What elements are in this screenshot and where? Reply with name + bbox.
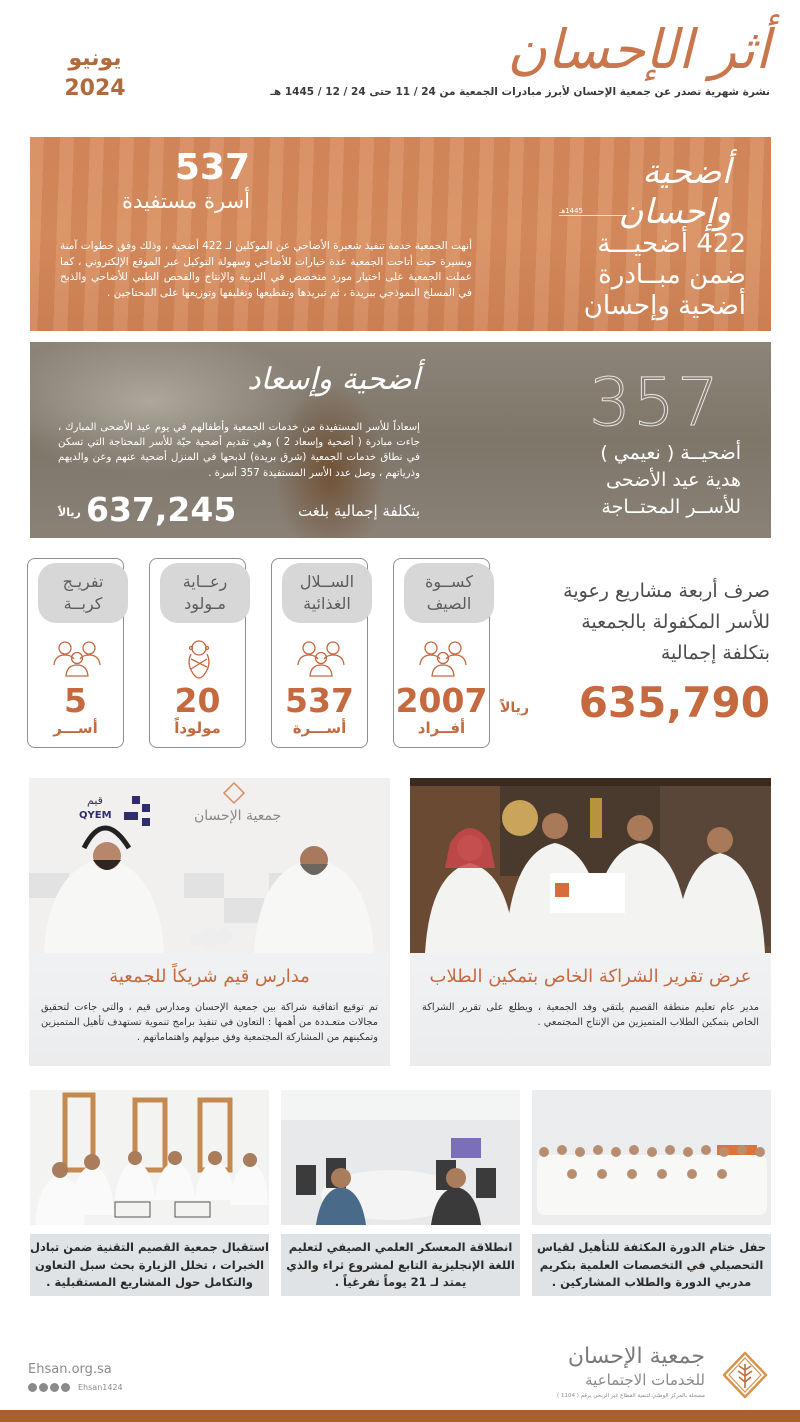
- stat-value: 537: [285, 681, 354, 720]
- issue-date: [55, 44, 135, 104]
- stat-value: 2007: [395, 681, 488, 720]
- news-card-qassim-visit[interactable]: [30, 1090, 269, 1298]
- outline-number: 357: [589, 364, 721, 441]
- currency-label: ريالاً: [500, 700, 529, 716]
- facebook-icon[interactable]: [39, 1383, 48, 1392]
- header: [0, 0, 800, 135]
- label-line: أضحيــة ( نعيمي ): [600, 442, 741, 464]
- title-line: مـولود: [184, 594, 226, 613]
- twitter-icon[interactable]: [61, 1383, 70, 1392]
- udhiya-isaad-section: [30, 342, 771, 538]
- title-line: كســوة: [425, 572, 473, 591]
- udhiya-ihsan-logo: أضحية وإحسان: [618, 152, 731, 232]
- news-card-qyem-partnership[interactable]: [29, 778, 390, 1066]
- meeting-photo-image: [30, 1090, 269, 1225]
- news-card-summer-camp[interactable]: [281, 1090, 520, 1298]
- org-subtitle: للخدمات الاجتماعية: [585, 1371, 705, 1389]
- title-line: الســلال: [299, 572, 355, 591]
- summary-line: بتكلفة إجمالية: [660, 642, 770, 664]
- label-line: هدية عيد الأضحى: [606, 469, 741, 491]
- social-handle[interactable]: Ehsan1424: [78, 1382, 123, 1392]
- qyem-logo-ar: قيم: [87, 794, 103, 807]
- headline-line: 422 أضحيـــة: [597, 229, 746, 259]
- cost-label: بتكلفة إجمالية بلغت: [297, 502, 420, 520]
- ceremony-photo-image: [532, 1090, 771, 1225]
- stat-card-title: [282, 563, 372, 623]
- stat-card-title: [404, 563, 494, 623]
- stat-value: 20: [174, 681, 221, 720]
- ihsan-logo: جمعية الإحسان: [194, 808, 282, 824]
- news-photo: [281, 1090, 520, 1225]
- cost-value: 637,245: [86, 490, 237, 529]
- org-logo-text: [505, 1344, 705, 1399]
- headline-line: أضحية وإحسان: [583, 291, 746, 321]
- issue-month: يونيو: [68, 46, 122, 71]
- news-caption: استقبال جمعية القصيم التقنية ضمن تبادل الخبرات ، تخلل الزيارة بحث سبل التعاون والتكامل حول المشاريع المستقبلية .: [30, 1234, 269, 1296]
- summary-line: صرف أربعة مشاريع رعوية: [563, 580, 770, 602]
- stat-unit: أســـر: [53, 719, 98, 737]
- news-body: تم توقيع اتفاقية شراكة بين جمعية الإحسان ومدارس قيم ، والتي جاءت لتحقيق مجالات متعـددة من أهمها : التعاون في تنفيذ برامج تنموية تستهدف تأهيل المتميزين وتمكينهم من المشاركة المجتمعية وفق ميولهم واهتماماتهم .: [41, 1002, 378, 1043]
- news-title: عرض تقرير الشراكة الخاص بتمكين الطلاب: [429, 966, 752, 987]
- stat-unit: أســـرة: [292, 719, 347, 737]
- udhiya-isaad-paragraph: إسعاداً للأسر المستفيدة من خدمات الجمعية وأطفالهم في يوم عيد الأضحى المبارك ، جاءت مبادرة ( أضحية وإسعاد 2 ) وهي تقديم أضحية حيّة للأسر المحتاجة التي تسكن في نطاق خدمات الجمعية (شرق بريدة) لذبحها في المنزل أضحية عنهم وعن والديهم وذرياتهم ، وصل عدد الأسر المستفيدة 357 أسرة .: [58, 422, 420, 479]
- family-icon: [418, 639, 468, 679]
- udhiya-isaad-label: [541, 440, 741, 521]
- qyem-logo: QYEM: [79, 810, 112, 821]
- label-line: للأســر المحتــاجة: [601, 496, 741, 518]
- title-line: كربــة: [63, 594, 103, 613]
- news-card-partnership-report[interactable]: [410, 778, 771, 1066]
- org-emblem-icon: [720, 1350, 770, 1400]
- youtube-icon[interactable]: [28, 1383, 37, 1392]
- news-photo: [410, 778, 771, 953]
- stat-card-food-baskets: [271, 558, 368, 748]
- news-body: مدير عام تعليم منطقة القصيم يلتقي وفد الجمعية ، ويطلع على تقرير الشراكة الخاص بتمكين الطلاب المتميزين من الإنتاج المجتمعي .: [422, 1002, 759, 1028]
- udhiya-isaad-logo: أضحية وإسعاد: [247, 362, 420, 397]
- udhiya-isaad-cost: [58, 490, 420, 529]
- udhiya-ihsan-headline: [546, 229, 746, 322]
- title-line: الصيف: [426, 594, 472, 613]
- website-link[interactable]: Ehsan.org.sa: [28, 1362, 112, 1377]
- social-links: [28, 1382, 123, 1392]
- udhiya-ihsan-paragraph: أنهت الجمعية خدمة تنفيذ شعيرة الأضاحي عن الموكلين لـ 422 أضحية ، وذلك وفق خطوات آمنة وبسيرة حيث أتاحت الجمعية عدة خيارات للأضاحي وسهولة التوكيل عبر الموقع الإلكتروني ، كما عملت الجمعية على اختيار مورد متخصص في التربية والإنتاج والفحص الطبي للأضاحي والذبح في المسلخ النموذجي ببريدة ، ثم تبريدها وتقطيعها وتغليفها وتوزيعها على المحتاجين .: [60, 240, 472, 299]
- stat-card-relief: [27, 558, 124, 748]
- currency-label: ريالاً: [58, 506, 81, 519]
- total-value: 635,790: [578, 678, 770, 727]
- instagram-icon[interactable]: [50, 1383, 59, 1392]
- footer-bar: [0, 1410, 800, 1422]
- title-line: تفريـج: [62, 572, 104, 591]
- news-caption: حفل ختام الدورة المكثفة للتأهيل لقياس التحصيلي في التخصصات العلمية بتكريم مدربي الدورة والطلاب المشاركين .: [532, 1234, 771, 1296]
- newborn-icon: [174, 639, 224, 679]
- stat-unit: أفــراد: [417, 719, 466, 737]
- family-icon: [52, 639, 102, 679]
- stat-card-title: [160, 563, 250, 623]
- news-photo: [30, 1090, 269, 1225]
- stat-unit: مولوداً: [174, 719, 221, 737]
- headline-line: ضمن مبــادرة: [598, 260, 746, 290]
- org-name: جمعية الإحسان: [567, 1344, 705, 1369]
- care-projects-section: [0, 550, 800, 755]
- summary-line: للأسر المكفولة بالجمعية: [581, 611, 770, 633]
- issue-year: 2024: [64, 76, 126, 101]
- newsletter-subtitle: نشرة شهرية تصدر عن جمعية الإحسان لأبرز مبادرات الجمعية من 24 / 11 حتى 24 / 12 / 1445 هـ: [270, 86, 770, 98]
- classroom-photo-image: [281, 1090, 520, 1225]
- care-projects-summary: [500, 576, 770, 669]
- footer: [0, 1320, 800, 1422]
- udhiya-ihsan-year: 1445هـ: [559, 207, 623, 216]
- title-line: رعــاية: [182, 572, 228, 591]
- org-registration: مسجلة بالمركز الوطني لتنمية القطاع غير الربحي برقم ( 1104 ): [557, 1393, 705, 1399]
- stat-card-title: [38, 563, 128, 623]
- stat-card-summer-clothing: [393, 558, 490, 748]
- group-photo-image: [410, 778, 771, 953]
- beneficiary-count: 537: [174, 147, 250, 188]
- title-line: الغذائية: [303, 594, 351, 613]
- stat-value: 5: [64, 681, 87, 720]
- care-projects-total: [500, 678, 770, 728]
- news-card-course-ceremony[interactable]: [532, 1090, 771, 1298]
- family-icon: [296, 639, 346, 679]
- news-title: مدارس قيم شريكاً للجمعية: [109, 966, 310, 987]
- news-caption: انطلاقة المعسكر العلمي الصيفي لتعليم اللغة الإنجليزية التابع لمشروع ثراء والذي يمتد لـ 21 يوماً تفرغياً .: [281, 1234, 520, 1296]
- news-photo: [532, 1090, 771, 1225]
- beneficiary-label: أسرة مستفيدة: [122, 189, 250, 213]
- signing-photo-image: [29, 778, 390, 953]
- udhiya-ihsan-section: [30, 137, 771, 331]
- news-photo: [29, 778, 390, 953]
- stat-card-newborn-care: [149, 558, 246, 748]
- newsletter-title: أثر الإحسان: [507, 18, 770, 81]
